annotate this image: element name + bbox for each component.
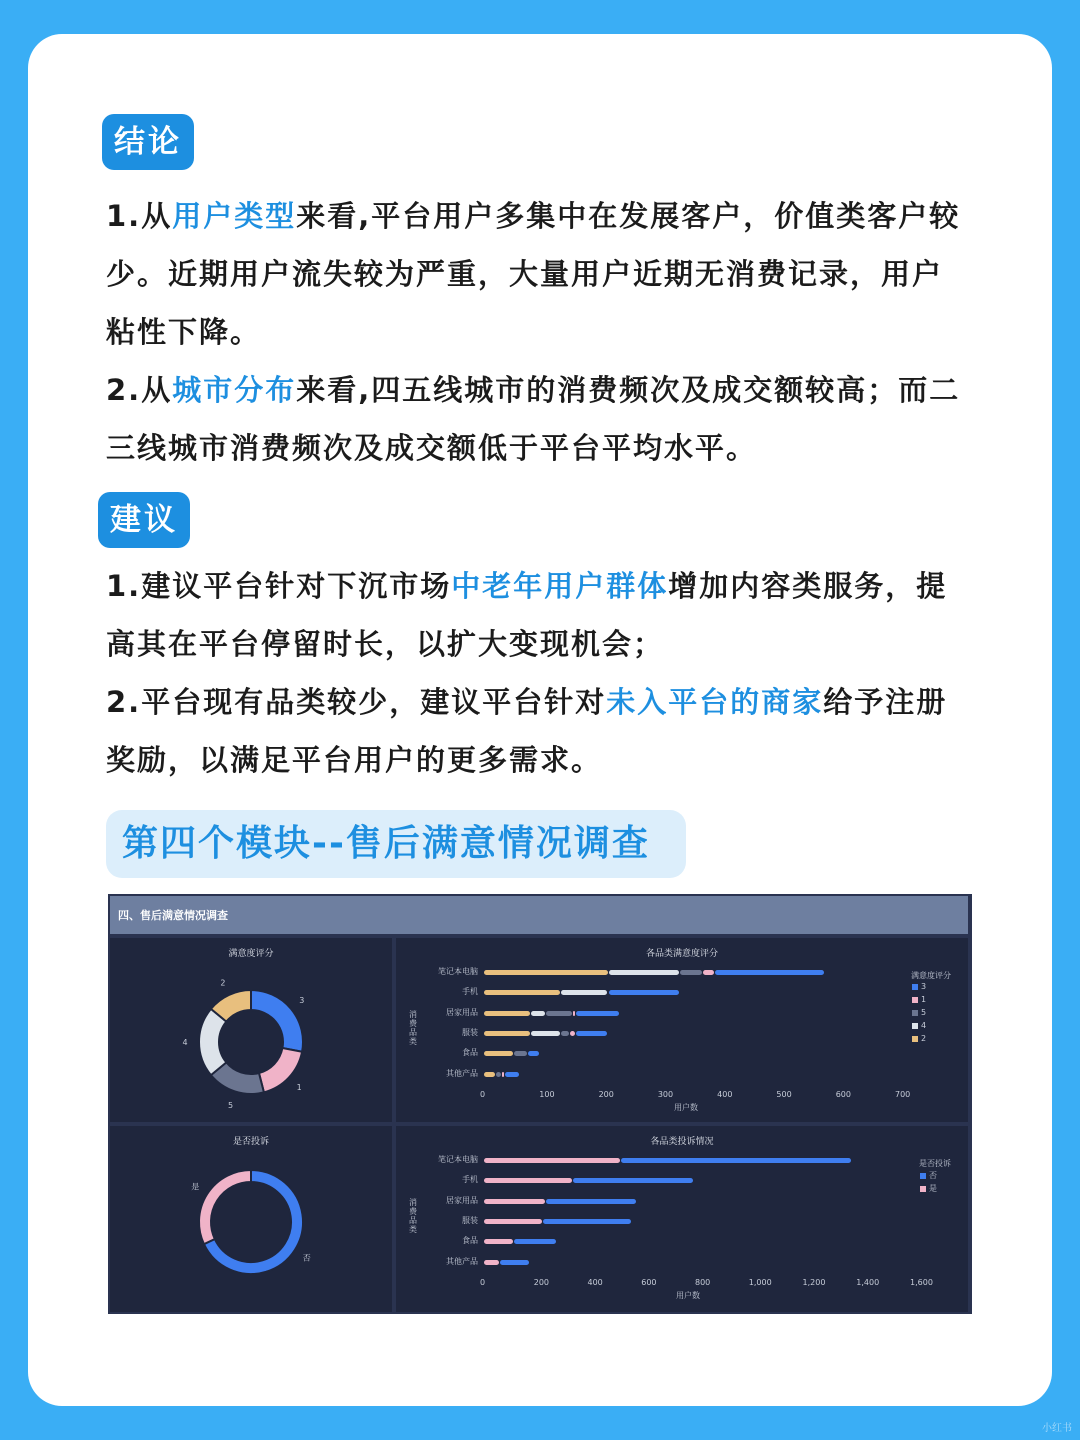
bar-segment-2 (484, 1072, 495, 1077)
bar-segment-4 (609, 970, 679, 975)
conclusion-paragraph-2: 2.从城市分布来看,四五线城市的消费频次及成交额较高；而二三线城市消费频次及成交额低于平台平均水平。 (106, 373, 961, 465)
x-tick-label: 600 (641, 1278, 657, 1287)
legend-swatch (912, 1036, 918, 1042)
legend-item-否 (920, 1170, 937, 1181)
category-label: 服装 (462, 1027, 478, 1037)
donut-label-2: 2 (220, 978, 226, 988)
category-label: 笔记本电脑 (438, 967, 478, 976)
legend-label: 3 (921, 982, 927, 991)
bar-segment-3 (576, 1031, 608, 1036)
x-tick-label: 200 (598, 1090, 614, 1099)
category-label: 食品 (462, 1236, 478, 1246)
legend-item-3 (912, 982, 926, 991)
category-label: 笔记本电脑 (438, 1155, 478, 1164)
category-complaint-ylabel: 消费品类 (409, 1198, 417, 1234)
x-tick-label: 800 (695, 1278, 711, 1287)
x-tick-label: 200 (533, 1278, 550, 1287)
panel-complaint (110, 1126, 392, 1312)
category-rating-ylabel: 消费品类 (409, 1010, 417, 1046)
suggestion-badge: 建议 (98, 492, 190, 548)
category-label: 服装 (462, 1215, 478, 1225)
legend-label: 2 (921, 1034, 927, 1043)
x-tick-label: 100 (539, 1090, 555, 1099)
category-label: 食品 (462, 1048, 478, 1058)
bar-segment-4 (561, 990, 607, 995)
bar-segment-2 (484, 970, 608, 975)
panel-category-rating (396, 938, 968, 1122)
bar-segment-2 (484, 1051, 513, 1056)
bar-segment-否 (543, 1219, 631, 1224)
bar-segment-3 (576, 1011, 619, 1016)
rating-donut (110, 938, 392, 1122)
bar-segment-1 (502, 1072, 504, 1077)
category-label: 其他产品 (446, 1068, 478, 1078)
category-label: 居家用品 (446, 1195, 478, 1205)
x-tick-label: 300 (657, 1090, 674, 1099)
bar-segment-3 (528, 1051, 539, 1056)
suggestion-paragraph-2: 2.平台现有品类较少，建议平台针对未入平台的商家给予注册奖励，以满足平台用户的更多需求。 (106, 685, 948, 777)
x-tick-label: 500 (776, 1090, 792, 1099)
watermark: 小红书 (1042, 1423, 1072, 1434)
legend-item-1 (912, 995, 926, 1004)
bar-segment-5 (496, 1072, 501, 1077)
x-tick-label: 1,000 (748, 1278, 772, 1287)
dashboard-title: 四、售后满意情况调查 (118, 909, 228, 922)
bar-segment-3 (715, 970, 824, 975)
bar-segment-是 (484, 1239, 513, 1244)
legend-item-是 (920, 1183, 937, 1194)
bar-segment-4 (531, 1031, 560, 1036)
bar-segment-否 (500, 1260, 529, 1265)
legend-swatch (912, 984, 918, 990)
category-rating-legend-title: 满意度评分 (911, 971, 951, 980)
legend-label: 是 (929, 1184, 937, 1193)
bar-segment-2 (484, 1031, 530, 1036)
bar-segment-3 (505, 1072, 519, 1077)
legend-label: 否 (929, 1171, 937, 1180)
legend-item-5 (912, 1008, 926, 1017)
bar-segment-是 (484, 1199, 545, 1204)
legend-label: 4 (921, 1021, 927, 1030)
panel-rating (110, 938, 392, 1122)
donut-label-5: 5 (228, 1100, 234, 1110)
donut-label-是: 是 (191, 1182, 200, 1192)
x-tick-label: 400 (717, 1090, 733, 1099)
legend-swatch (912, 1023, 918, 1029)
category-rating-title: 各品类满意度评分 (645, 949, 718, 959)
suggestion-paragraph-1: 1.建议平台针对下沉市场中老年用户群体增加内容类服务，提高其在平台停留时长，以扩大变现机会； (106, 569, 948, 661)
donut-label-1: 1 (296, 1083, 302, 1093)
complaint-donut (110, 1126, 392, 1312)
category-complaint-legend-title: 是否投诉 (919, 1159, 951, 1168)
conclusion-badge: 结论 (102, 114, 194, 170)
bar-segment-否 (621, 1158, 851, 1163)
bar-segment-5 (680, 970, 703, 975)
bar-segment-否 (514, 1239, 556, 1244)
bar-segment-2 (484, 1011, 530, 1016)
bar-segment-1 (570, 1031, 575, 1036)
legend-item-2 (912, 1034, 926, 1043)
x-tick-label: 0 (480, 1278, 486, 1287)
category-label: 居家用品 (446, 1007, 478, 1017)
bar-segment-4 (531, 1011, 545, 1016)
category-label: 手机 (462, 987, 478, 997)
x-tick-label: 700 (895, 1090, 911, 1099)
category-complaint-title: 各品类投诉情况 (650, 1137, 714, 1147)
category-label: 其他产品 (446, 1256, 478, 1266)
bar-segment-5 (514, 1051, 528, 1056)
donut-slice-是 (199, 1170, 251, 1244)
donut-slice-3 (251, 990, 303, 1052)
bar-segment-5 (561, 1031, 569, 1036)
panel-category-complaint (396, 1126, 968, 1312)
x-tick-label: 0 (480, 1090, 486, 1099)
bar-segment-是 (484, 1158, 620, 1163)
donut-label-3: 3 (299, 995, 305, 1005)
bar-segment-1 (703, 970, 714, 975)
legend-label: 1 (921, 995, 927, 1004)
x-tick-label: 1,600 (910, 1278, 933, 1287)
category-rating-xlabel: 用户数 (674, 1103, 698, 1112)
bar-segment-是 (484, 1219, 542, 1224)
legend-swatch (920, 1186, 926, 1192)
x-tick-label: 600 (835, 1090, 851, 1099)
bar-segment-1 (573, 1011, 575, 1016)
bar-segment-5 (546, 1011, 572, 1016)
bar-segment-2 (484, 990, 560, 995)
x-tick-label: 400 (587, 1278, 603, 1287)
x-tick-label: 1,400 (856, 1278, 880, 1287)
bar-segment-是 (484, 1178, 572, 1183)
legend-item-4 (912, 1021, 926, 1030)
donut-label-4: 4 (182, 1038, 188, 1047)
complaint-title: 是否投诉 (232, 1137, 269, 1147)
dashboard (108, 894, 972, 1314)
module-title: 第四个模块--售后满意情况调查 (106, 810, 686, 878)
legend-swatch (912, 997, 918, 1003)
legend-label: 5 (921, 1008, 927, 1017)
category-label: 手机 (462, 1175, 478, 1185)
category-complaint-xlabel: 用户数 (676, 1291, 700, 1300)
dashboard-header (110, 896, 968, 934)
bar-segment-否 (546, 1199, 636, 1204)
bar-segment-是 (484, 1260, 499, 1265)
bar-segment-否 (573, 1178, 693, 1183)
legend-swatch (920, 1173, 926, 1179)
rating-title: 满意度评分 (228, 949, 274, 959)
bar-segment-3 (609, 990, 679, 995)
conclusion-paragraph-1: 1.从用户类型来看,平台用户多集中在发展客户，价值类客户较少。近期用户流失较为严重，大量用户近期无消费记录，用户粘性下降。 (106, 199, 961, 349)
x-tick-label: 1,200 (802, 1278, 826, 1287)
legend-swatch (912, 1010, 918, 1016)
donut-label-否: 否 (302, 1253, 311, 1263)
